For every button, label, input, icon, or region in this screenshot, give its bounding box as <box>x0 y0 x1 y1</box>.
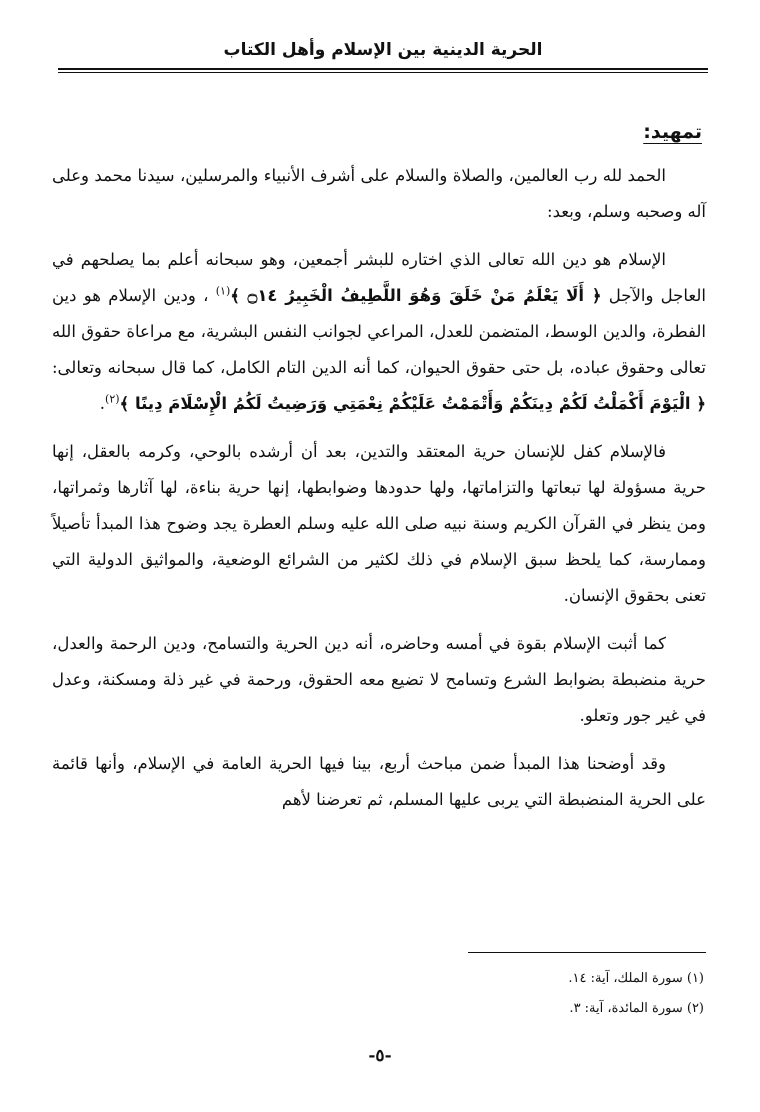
paragraph-text: ، ودين الإسلام هو دين الفطرة، والدين الوسط، المتضمن للعدل، المراعي لجوانب النفس البشرية، مع مراعاة حقوق الله تعالى وحقوق عباده، بل حتى حقوق الحيوان، كما أنه الدين التام الكامل، كما قال سبحانه وتعالى: <box>52 286 706 377</box>
body-text <box>52 158 706 830</box>
paragraph-text: الإسلام هو دين الله تعالى الذي اختاره للبشر أجمعين، وهو سبحانه أعلم بما يصلحهم في العاجل والآجل <box>52 250 706 305</box>
paragraph-end: . <box>99 394 106 413</box>
quran-verse: ﴿ أَلَا يَعْلَمُ مَنْ خَلَقَ وَهُوَ اللَّطِيفُ الْخَبِيرُ ۝١٤ ﴾ <box>230 286 602 305</box>
footnote-1: (١) سورة الملك، آية: ١٤. <box>568 971 704 986</box>
footnote-reference: (٢) <box>105 392 120 406</box>
paragraph-freedom: فالإسلام كفل للإنسان حرية المعتقد والتدين، بعد أن أرشده بالوحي، وكرمه بالعقل، إنها حرية مسؤولة لها تبعاتها والتزاماتها، ولها حدودها وضوابطها، إنها حرية بناءة، لها آثارها وثمراتها، ومن ينظر في القرآن الكريم وسنة نبيه صلى الله عليه وسلم العطرة يجد وضوح هذا المبدأ تأصيلاً وممارسة، كما يلحظ سبق الإسلام في ذلك لكثير من الشرائع الوضعية، والمواثيق الدولية التي تعنى بحقوق الإنسان. <box>52 442 706 605</box>
footnotes <box>64 964 704 1024</box>
footnote-2: (٢) سورة المائدة، آية: ٣. <box>569 1001 704 1016</box>
header-divider <box>58 68 708 73</box>
footnote-divider <box>468 952 706 953</box>
paragraph-tolerance: كما أثبت الإسلام بقوة في أمسه وحاضره، أنه دين الحرية والتسامح، ودين الرحمة والعدل، حرية منضبطة بضوابط الشرع وتسامح لا تضيع معه الحقوق، ورحمة في غير ذلة ومسكنة، وعدل في غير جور وتعلو. <box>52 634 706 725</box>
running-header: الحرية الدينية بين الإسلام وأهل الكتاب <box>223 40 543 60</box>
page-number: -٥- <box>368 1046 392 1066</box>
quran-verse: ﴿ الْيَوْمَ أَكْمَلْتُ لَكُمْ دِينَكُمْ وَأَتْمَمْتُ عَلَيْكُمْ نِعْمَتِي وَرَضِيتُ لَكُمُ الْإِسْلَامَ دِينًا ﴾ <box>119 394 706 413</box>
paragraph-overview: وقد أوضحنا هذا المبدأ ضمن مباحث أربع، بينا فيها الحرية العامة في الإسلام، وأنها قائمة على الحرية المنضبطة التي يربى عليها المسلم، ثم تعرضنا لأهم <box>52 754 706 809</box>
footnote-reference: (١) <box>215 284 231 298</box>
section-heading: تمهيد: <box>643 121 702 143</box>
paragraph-islam-religion <box>52 242 706 422</box>
paragraph-intro: الحمد لله رب العالمين، والصلاة والسلام على أشرف الأنبياء والمرسلين، سيدنا محمد وعلى آله وصحبه وسلم، وبعد: <box>52 166 706 221</box>
